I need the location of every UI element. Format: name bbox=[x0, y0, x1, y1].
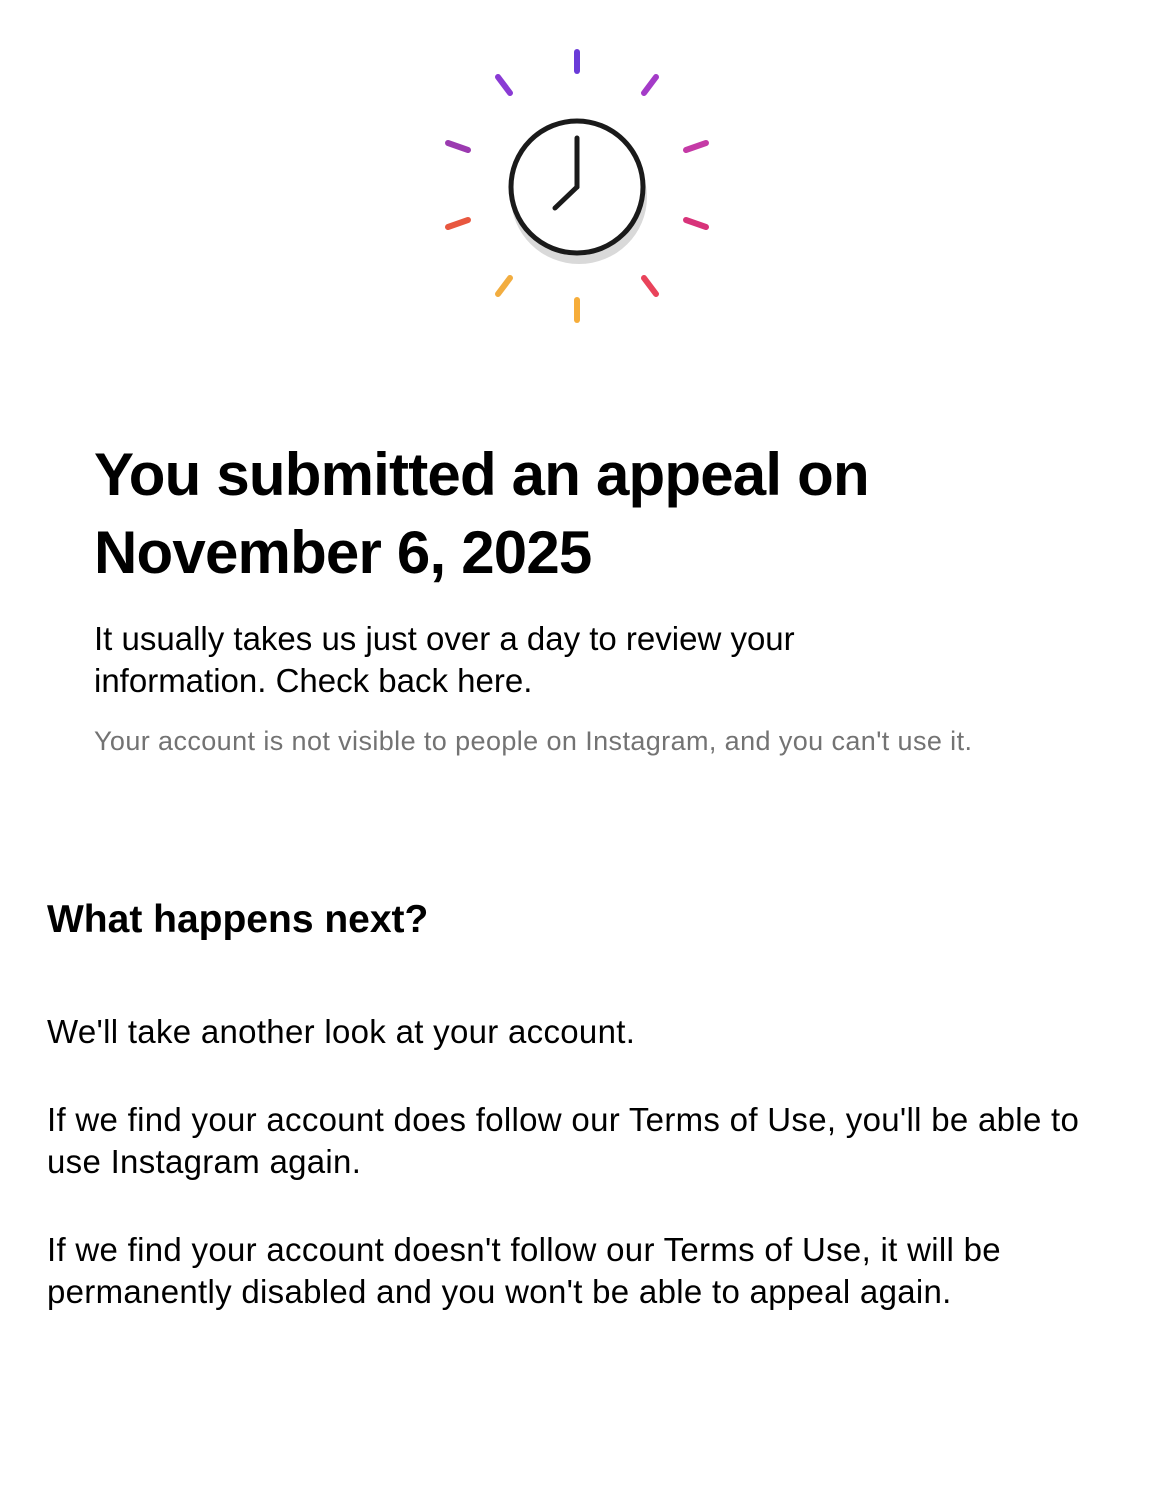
next-step-paragraph: If we find your account does follow our Terms of Use, you'll be able to use Instagram again. bbox=[47, 1101, 1080, 1180]
next-step-paragraph: We'll take another look at your account. bbox=[47, 1013, 636, 1050]
account-visibility-note: Your account is not visible to people on Instagram, and you can't use it. bbox=[94, 726, 973, 756]
appeal-hero bbox=[0, 0, 1155, 340]
next-step-paragraph: If we find your account doesn't follow our Terms of Use, it will be permanently disabled and you won't be able to appeal again. bbox=[47, 1231, 1001, 1310]
page-title: You submitted an appeal on November 6, 2025 bbox=[94, 441, 869, 586]
what-happens-next-section bbox=[47, 895, 1117, 1313]
clock-illustration bbox=[0, 0, 1155, 340]
clock-icon bbox=[511, 121, 647, 264]
appeal-status bbox=[94, 436, 1034, 759]
review-timeline-text: It usually takes us just over a day to review your information. Check back here. bbox=[94, 620, 795, 699]
section-heading: What happens next? bbox=[47, 898, 429, 941]
